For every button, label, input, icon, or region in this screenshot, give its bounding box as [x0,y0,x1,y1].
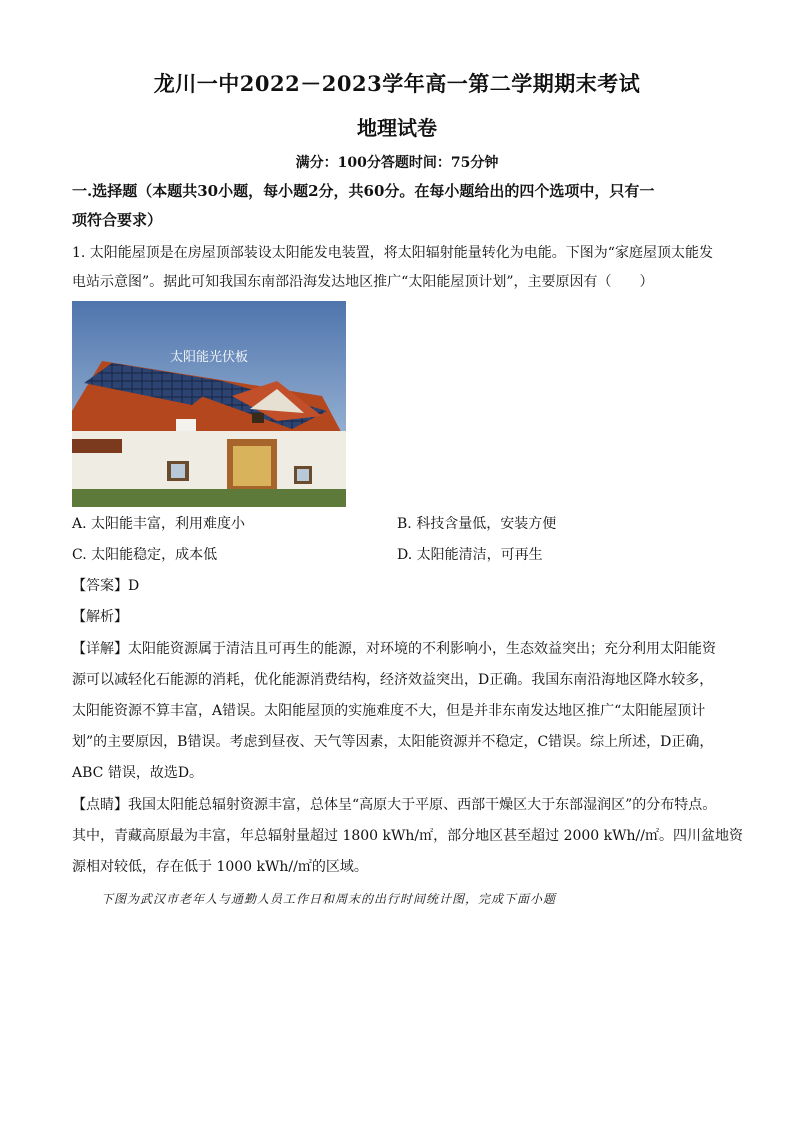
comment-line: 【点睛】我国太阳能总辐射资源丰富，总体呈“高原大于平原、西部干燥区大于东部湿润区”的分布特点。 [72,797,717,813]
exam-subject: 地理试卷 [357,116,437,140]
section-heading-line1: 一.选择题（本题共30小题，每小题2分，共60分。在每小题给出的四个选项中，只有一 [72,182,655,200]
option-a: A. 太阳能丰富，利用难度小 [72,516,246,532]
detail-line: 【详解】太阳能资源属于清洁且可再生的能源，对环境的不利影响小，生态效益突出；充分利用太阳能资 [72,641,716,657]
option-b: B. 科技含量低，安装方便 [397,516,557,532]
exam-meta: 满分：100分答题时间：75分钟 [295,155,499,171]
detail-line: ABC 错误，故选D。 [72,765,204,781]
option-d: D. 太阳能清洁，可再生 [397,547,543,563]
comment-line: 其中，青藏高原最为丰富，年总辐射量超过 1800 kWh/㎡，部分地区甚至超过 2000 kWh//㎡。四川盆地资 [72,828,743,844]
question-stem-line2: 电站示意图”。据此可知我国东南部沿海发达地区推广“太阳能屋顶计划”，主要原因有（ ） [72,274,654,290]
answer-label: 【答案】D [72,578,140,594]
detail-line: 太阳能资源不算丰富，A错误。太阳能屋顶的实施难度不大，但是并非东南发达地区推广“太阳能屋顶计 [72,703,706,719]
comment-line: 源相对较低，存在低于 1000 kWh//㎡的区域。 [72,859,368,875]
option-c: C. 太阳能稳定，成本低 [72,547,218,563]
analysis-label: 【解析】 [72,609,128,625]
next-question-intro: 下图为武汉市老年人与通勤人员工作日和周末的出行时间统计图，完成下面小题 [101,892,557,906]
detail-line: 划”的主要原因，B错误。考虑到昼夜、天气等因素，太阳能资源并不稳定，C错误。综上所述，D正确， [72,734,714,750]
exam-title: 龙川一中2022－2023学年高一第二学期期末考试 [153,71,641,96]
solar-roof-figure [72,301,346,507]
figure-label-solar-panel: 太阳能光伏板 [169,350,248,365]
question-stem-line1: 1. 太阳能屋顶是在房屋顶部装设太阳能发电装置，将太阳辐射能量转化为电能。下图为“家庭屋顶太能发 [72,245,713,261]
detail-line: 源可以减轻化石能源的消耗，优化能源消费结构，经济效益突出，D正确。我国东南沿海地区降水较多， [72,672,714,688]
house-illustration [72,301,346,507]
section-heading-line2: 项符合要求） [72,211,163,229]
